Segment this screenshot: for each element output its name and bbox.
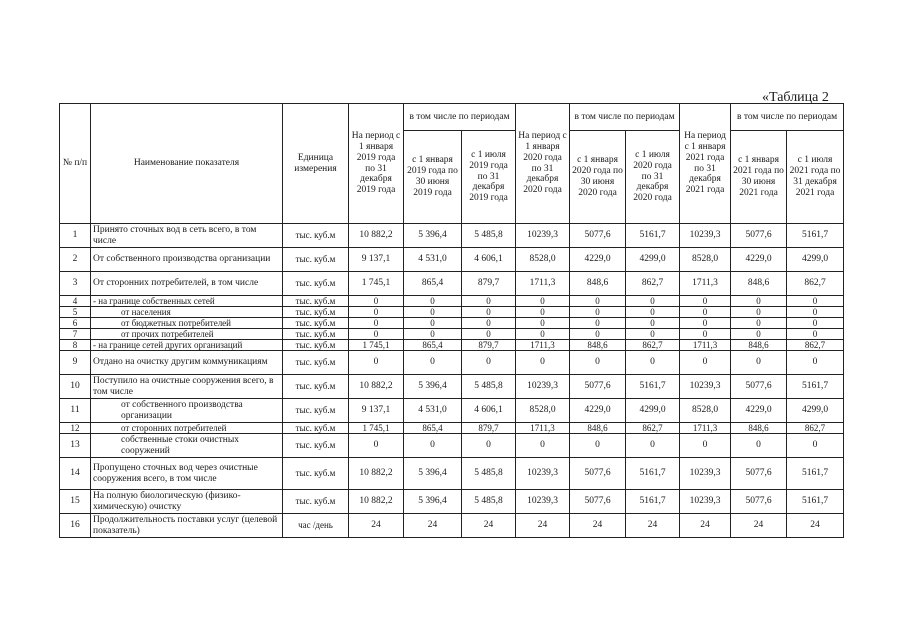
value-cell: 0 — [516, 351, 570, 375]
value-cell: 0 — [516, 329, 570, 340]
unit-cell: тыс. куб.м — [283, 248, 349, 272]
header-h1-2021: с 1 января 2021 года по 30 июня 2021 года — [731, 131, 787, 224]
indicator-name: - на границе сетей других организаций — [91, 340, 283, 351]
value-cell: 0 — [349, 318, 404, 329]
value-cell: 848,6 — [731, 272, 787, 296]
value-cell: 0 — [462, 329, 516, 340]
header-period-2020: На период с 1 января 2020 года по 31 декабря 2020 года — [516, 104, 570, 224]
value-cell: 10239,3 — [680, 490, 731, 514]
value-cell: 0 — [731, 434, 787, 458]
value-cell: 5 485,8 — [462, 375, 516, 399]
value-cell: 0 — [349, 434, 404, 458]
table-body — [60, 224, 844, 538]
unit-cell: час /день — [283, 514, 349, 538]
value-cell: 0 — [626, 296, 680, 307]
indicator-name: - на границе собственных сетей — [91, 296, 283, 307]
value-cell: 1711,3 — [516, 423, 570, 434]
value-cell: 5 396,4 — [404, 490, 462, 514]
value-cell: 0 — [516, 307, 570, 318]
indicator-name: Продолжительность поставки услуг (целевой показатель) — [91, 514, 283, 538]
indicator-name: от населения — [91, 307, 283, 318]
value-cell: 862,7 — [787, 423, 844, 434]
value-cell: 862,7 — [787, 272, 844, 296]
value-cell: 0 — [787, 307, 844, 318]
value-cell: 4229,0 — [731, 399, 787, 423]
table-row — [60, 224, 844, 248]
row-number: 6 — [60, 318, 91, 329]
header-period-2019: На период с 1 января 2019 года по 31 декабря 2019 года — [349, 104, 404, 224]
value-cell: 0 — [462, 351, 516, 375]
value-cell: 0 — [349, 329, 404, 340]
value-cell: 862,7 — [626, 272, 680, 296]
header-name: Наименование показателя — [91, 104, 283, 224]
unit-cell: тыс. куб.м — [283, 375, 349, 399]
value-cell: 0 — [516, 434, 570, 458]
value-cell: 24 — [680, 514, 731, 538]
value-cell: 5 396,4 — [404, 224, 462, 248]
value-cell: 879,7 — [462, 272, 516, 296]
value-cell: 1711,3 — [680, 272, 731, 296]
table-row — [60, 399, 844, 423]
value-cell: 24 — [404, 514, 462, 538]
value-cell: 0 — [626, 329, 680, 340]
value-cell: 0 — [349, 307, 404, 318]
value-cell: 10239,3 — [680, 224, 731, 248]
value-cell: 4299,0 — [626, 248, 680, 272]
value-cell: 8528,0 — [516, 399, 570, 423]
value-cell: 9 137,1 — [349, 248, 404, 272]
value-cell: 0 — [787, 296, 844, 307]
table-row — [60, 329, 844, 340]
indicator-name: от прочих потребителей — [91, 329, 283, 340]
table-row — [60, 340, 844, 351]
row-number: 4 — [60, 296, 91, 307]
value-cell: 1711,3 — [516, 272, 570, 296]
indicator-name: От сторонних потребителей, в том числе — [91, 272, 283, 296]
unit-cell: тыс. куб.м — [283, 458, 349, 490]
value-cell: 1 745,1 — [349, 340, 404, 351]
value-cell: 0 — [680, 296, 731, 307]
unit-cell: тыс. куб.м — [283, 351, 349, 375]
value-cell: 10239,3 — [516, 375, 570, 399]
value-cell: 879,7 — [462, 340, 516, 351]
row-number: 10 — [60, 375, 91, 399]
value-cell: 5161,7 — [626, 375, 680, 399]
value-cell: 24 — [570, 514, 626, 538]
value-cell: 10239,3 — [516, 224, 570, 248]
value-cell: 848,6 — [570, 272, 626, 296]
row-number: 11 — [60, 399, 91, 423]
value-cell: 8528,0 — [680, 248, 731, 272]
value-cell: 0 — [731, 296, 787, 307]
value-cell: 865,4 — [404, 423, 462, 434]
value-cell: 0 — [404, 318, 462, 329]
value-cell: 5161,7 — [787, 490, 844, 514]
value-cell: 10 882,2 — [349, 458, 404, 490]
table-row — [60, 514, 844, 538]
value-cell: 879,7 — [462, 423, 516, 434]
unit-cell: тыс. куб.м — [283, 399, 349, 423]
value-cell: 5077,6 — [570, 490, 626, 514]
value-cell: 0 — [626, 318, 680, 329]
value-cell: 4299,0 — [787, 248, 844, 272]
unit-cell: тыс. куб.м — [283, 296, 349, 307]
value-cell: 865,4 — [404, 340, 462, 351]
value-cell: 5077,6 — [731, 224, 787, 248]
indicator-name: Пропущено сточных вод через очистные сооружения всего, в том числе — [91, 458, 283, 490]
value-cell: 10239,3 — [680, 375, 731, 399]
value-cell: 0 — [570, 434, 626, 458]
value-cell: 0 — [626, 434, 680, 458]
table-row — [60, 307, 844, 318]
unit-cell: тыс. куб.м — [283, 329, 349, 340]
indicator-name: Поступило на очистные сооружения всего, в том числе — [91, 375, 283, 399]
header-period-2021: На период с 1 января 2021 года по 31 декабря 2021 года — [680, 104, 731, 224]
value-cell: 5 396,4 — [404, 375, 462, 399]
value-cell: 0 — [570, 318, 626, 329]
value-cell: 0 — [516, 296, 570, 307]
unit-cell: тыс. куб.м — [283, 318, 349, 329]
value-cell: 5077,6 — [570, 375, 626, 399]
value-cell: 0 — [680, 307, 731, 318]
header-h1-2019: с 1 января 2019 года по 30 июня 2019 года — [404, 131, 462, 224]
value-cell: 24 — [462, 514, 516, 538]
value-cell: 0 — [404, 434, 462, 458]
value-cell: 0 — [349, 351, 404, 375]
value-cell: 0 — [787, 329, 844, 340]
value-cell: 848,6 — [731, 423, 787, 434]
value-cell: 24 — [349, 514, 404, 538]
table-row — [60, 272, 844, 296]
header-sub-2021: в том числе по периодам — [731, 104, 844, 131]
value-cell: 848,6 — [731, 340, 787, 351]
header-h1-2020: с 1 января 2020 года по 30 июня 2020 года — [570, 131, 626, 224]
table-row — [60, 434, 844, 458]
value-cell: 0 — [680, 351, 731, 375]
value-cell: 4229,0 — [731, 248, 787, 272]
value-cell: 0 — [787, 351, 844, 375]
value-cell: 0 — [731, 307, 787, 318]
row-number: 8 — [60, 340, 91, 351]
value-cell: 5077,6 — [570, 458, 626, 490]
unit-cell: тыс. куб.м — [283, 224, 349, 248]
value-cell: 1711,3 — [680, 340, 731, 351]
indicators-table — [59, 103, 844, 538]
table-row — [60, 248, 844, 272]
value-cell: 5161,7 — [787, 458, 844, 490]
value-cell: 0 — [570, 307, 626, 318]
header-sub-2019: в том числе по периодам — [404, 104, 516, 131]
unit-cell: тыс. куб.м — [283, 490, 349, 514]
value-cell: 8528,0 — [516, 248, 570, 272]
value-cell: 0 — [731, 351, 787, 375]
row-number: 2 — [60, 248, 91, 272]
value-cell: 0 — [570, 296, 626, 307]
value-cell: 1711,3 — [680, 423, 731, 434]
value-cell: 24 — [731, 514, 787, 538]
indicator-name: От собственного производства организации — [91, 248, 283, 272]
value-cell: 5 396,4 — [404, 458, 462, 490]
value-cell: 0 — [404, 329, 462, 340]
row-number: 7 — [60, 329, 91, 340]
row-number: 16 — [60, 514, 91, 538]
value-cell: 0 — [462, 434, 516, 458]
unit-cell: тыс. куб.м — [283, 340, 349, 351]
value-cell: 5 485,8 — [462, 458, 516, 490]
value-cell: 848,6 — [570, 423, 626, 434]
value-cell: 10239,3 — [516, 490, 570, 514]
table-caption: «Таблица 2 — [762, 90, 829, 105]
value-cell: 0 — [404, 296, 462, 307]
value-cell: 9 137,1 — [349, 399, 404, 423]
value-cell: 862,7 — [787, 340, 844, 351]
row-number: 12 — [60, 423, 91, 434]
value-cell: 5 485,8 — [462, 490, 516, 514]
row-number: 9 — [60, 351, 91, 375]
indicator-name: На полную биологическую (физико-химическую) очистку — [91, 490, 283, 514]
value-cell: 24 — [516, 514, 570, 538]
header-sub-2020: в том числе по периодам — [570, 104, 680, 131]
indicator-name: от сторонних потребителей — [91, 423, 283, 434]
value-cell: 5161,7 — [626, 458, 680, 490]
value-cell: 0 — [680, 329, 731, 340]
value-cell: 10239,3 — [516, 458, 570, 490]
value-cell: 1 745,1 — [349, 423, 404, 434]
value-cell: 0 — [680, 318, 731, 329]
value-cell: 0 — [731, 329, 787, 340]
row-number: 5 — [60, 307, 91, 318]
value-cell: 5077,6 — [731, 375, 787, 399]
value-cell: 0 — [570, 329, 626, 340]
table-row — [60, 490, 844, 514]
table-row — [60, 351, 844, 375]
value-cell: 5077,6 — [570, 224, 626, 248]
value-cell: 4229,0 — [570, 248, 626, 272]
value-cell: 5161,7 — [626, 224, 680, 248]
indicator-name: от бюджетных потребителей — [91, 318, 283, 329]
value-cell: 862,7 — [626, 340, 680, 351]
value-cell: 4 531,0 — [404, 248, 462, 272]
row-number: 1 — [60, 224, 91, 248]
header-h2-2019: с 1 июля 2019 года по 31 декабря 2019 года — [462, 131, 516, 224]
value-cell: 0 — [626, 307, 680, 318]
header-h2-2021: с 1 июля 2021 года по 31 декабря 2021 года — [787, 131, 844, 224]
table-row — [60, 458, 844, 490]
value-cell: 0 — [787, 434, 844, 458]
value-cell: 862,7 — [626, 423, 680, 434]
value-cell: 1711,3 — [516, 340, 570, 351]
value-cell: 4 606,1 — [462, 399, 516, 423]
value-cell: 0 — [731, 318, 787, 329]
value-cell: 10239,3 — [680, 458, 731, 490]
value-cell: 4 531,0 — [404, 399, 462, 423]
value-cell: 0 — [516, 318, 570, 329]
row-number: 13 — [60, 434, 91, 458]
unit-cell: тыс. куб.м — [283, 423, 349, 434]
value-cell: 10 882,2 — [349, 375, 404, 399]
value-cell: 5077,6 — [731, 490, 787, 514]
table-row — [60, 375, 844, 399]
value-cell: 5161,7 — [787, 375, 844, 399]
value-cell: 24 — [787, 514, 844, 538]
value-cell: 848,6 — [570, 340, 626, 351]
value-cell: 865,4 — [404, 272, 462, 296]
header-h2-2020: с 1 июля 2020 года по 31 декабря 2020 года — [626, 131, 680, 224]
header-num: № п/п — [60, 104, 91, 224]
value-cell: 5077,6 — [731, 458, 787, 490]
value-cell: 5161,7 — [787, 224, 844, 248]
value-cell: 5161,7 — [626, 490, 680, 514]
value-cell: 0 — [404, 351, 462, 375]
header-unit: Единица измерения — [283, 104, 349, 224]
value-cell: 4299,0 — [787, 399, 844, 423]
value-cell: 0 — [404, 307, 462, 318]
row-number: 14 — [60, 458, 91, 490]
unit-cell: тыс. куб.м — [283, 434, 349, 458]
value-cell: 4229,0 — [570, 399, 626, 423]
value-cell: 0 — [787, 318, 844, 329]
value-cell: 24 — [626, 514, 680, 538]
value-cell: 5 485,8 — [462, 224, 516, 248]
indicator-name: собственные стоки очистных сооружений — [91, 434, 283, 458]
value-cell: 0 — [462, 307, 516, 318]
indicator-name: от собственного производства организации — [91, 399, 283, 423]
value-cell: 0 — [349, 296, 404, 307]
value-cell: 0 — [462, 318, 516, 329]
table-row — [60, 296, 844, 307]
value-cell: 10 882,2 — [349, 490, 404, 514]
indicator-name: Принято сточных вод в сеть всего, в том числе — [91, 224, 283, 248]
value-cell: 1 745,1 — [349, 272, 404, 296]
value-cell: 0 — [680, 434, 731, 458]
unit-cell: тыс. куб.м — [283, 272, 349, 296]
value-cell: 10 882,2 — [349, 224, 404, 248]
value-cell: 0 — [570, 351, 626, 375]
value-cell: 4299,0 — [626, 399, 680, 423]
unit-cell: тыс. куб.м — [283, 307, 349, 318]
value-cell: 0 — [462, 296, 516, 307]
table-row — [60, 423, 844, 434]
value-cell: 4 606,1 — [462, 248, 516, 272]
table-row — [60, 318, 844, 329]
row-number: 15 — [60, 490, 91, 514]
value-cell: 0 — [626, 351, 680, 375]
value-cell: 8528,0 — [680, 399, 731, 423]
row-number: 3 — [60, 272, 91, 296]
indicator-name: Отдано на очистку другим коммуникациям — [91, 351, 283, 375]
